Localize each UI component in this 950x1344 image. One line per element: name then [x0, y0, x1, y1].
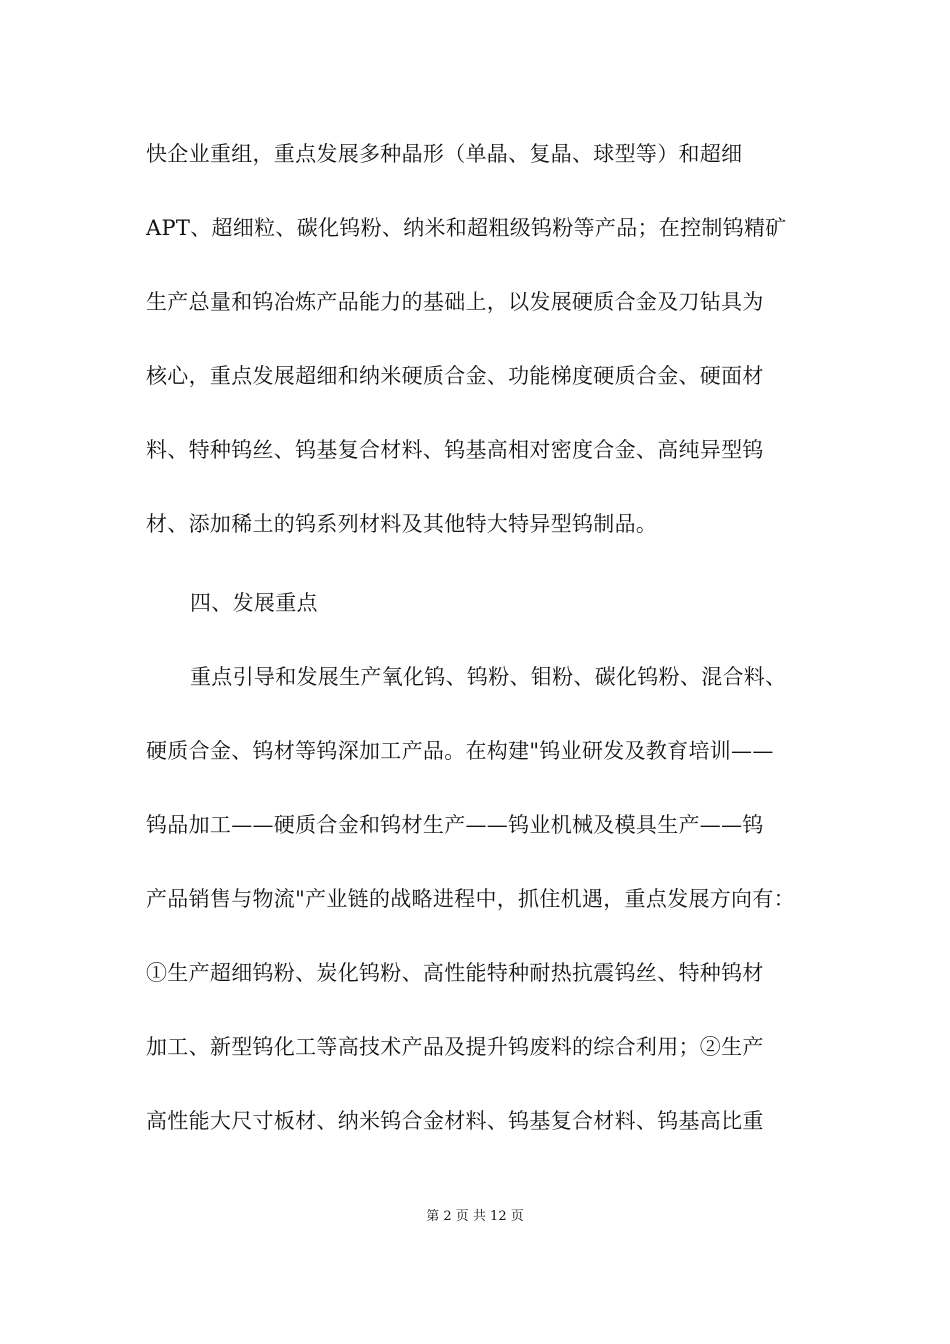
paragraph-line: 料、特种钨丝、钨基复合材料、钨基高相对密度合金、高纯异型钨	[146, 438, 764, 462]
page-number-footer: 第 2 页 共 12 页	[426, 1209, 524, 1224]
paragraph-line: 生产总量和钨冶炼产品能力的基础上，以发展硬质合金及刀钻具为	[146, 290, 764, 314]
paragraph-line: 重点引导和发展生产氧化钨、钨粉、钼粉、碳化钨粉、混合料、	[190, 665, 787, 689]
paragraph-line: 快企业重组，重点发展多种晶形（单晶、复晶、球型等）和超细	[146, 142, 743, 166]
paragraph-line: 高性能大尺寸板材、纳米钨合金材料、钨基复合材料、钨基高比重	[146, 1109, 764, 1133]
paragraph-line: ①生产超细钨粉、炭化钨粉、高性能特种耐热抗震钨丝、特种钨材	[146, 961, 764, 985]
paragraph-line: APT、超细粒、碳化钨粉、纳米和超粗级钨粉等产品；在控制钨精矿	[146, 216, 787, 240]
section-heading: 四、发展重点	[190, 591, 318, 615]
paragraph-line: 加工、新型钨化工等高技术产品及提升钨废料的综合利用；②生产	[146, 1035, 764, 1059]
paragraph-line: 产品销售与物流"产业链的战略进程中，抓住机遇，重点发展方向有：	[146, 887, 795, 911]
paragraph-line: 核心，重点发展超细和纳米硬质合金、功能梯度硬质合金、硬面材	[146, 364, 764, 388]
paragraph-line: 材、添加稀土的钨系列材料及其他特大特异型钨制品。	[146, 512, 658, 536]
paragraph-line: 钨品加工——硬质合金和钨材生产——钨业机械及模具生产——钨	[146, 813, 764, 837]
paragraph-line: 硬质合金、钨材等钨深加工产品。在构建"钨业研发及教育培训——	[146, 739, 774, 763]
